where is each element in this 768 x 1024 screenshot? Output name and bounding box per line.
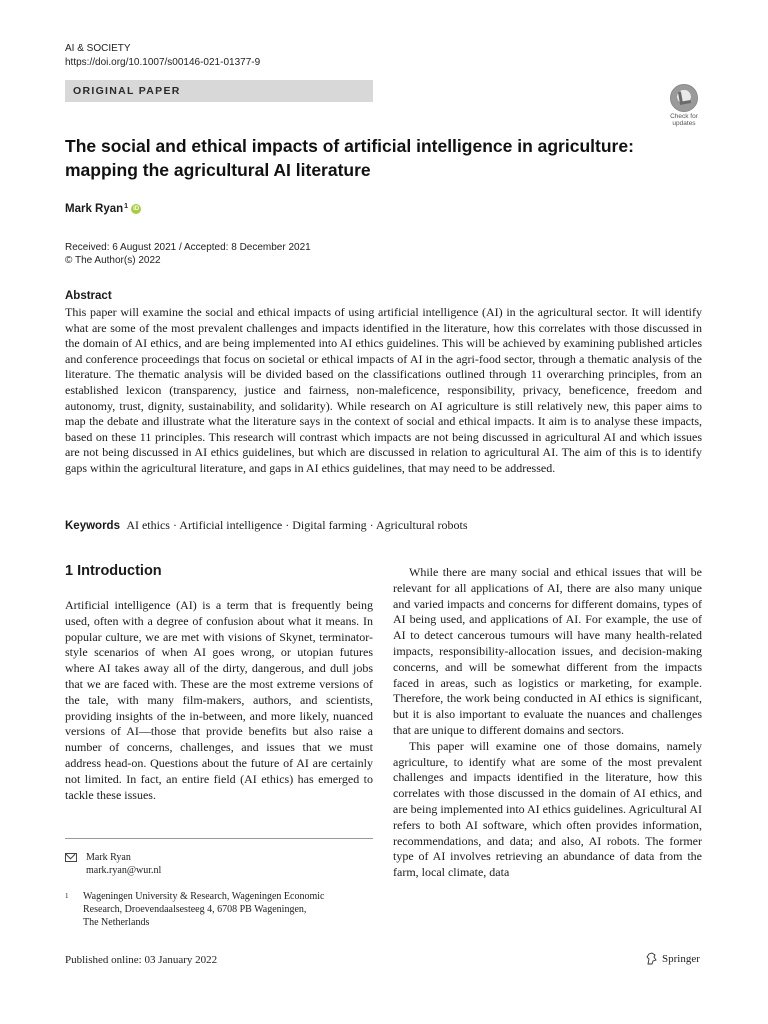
badge-line-1: Check for [670, 113, 698, 120]
orcid-icon[interactable]: iD [133, 206, 140, 212]
abstract-text: This paper will examine the social and ethical impacts of using artificial intelligence (AI) in the agricultural sector. It will identify what are some of the most prevalent challenges and impacts identified in the literature, how this correlates with those discussed in the domain of AI ethics, and are being implemented into AI ethics guidelines. This will be achieved by examining published articles and conference proceedings that focus on societal or ethical impacts of AI in the agri-food sector, through a thematic analysis of the literature. The thematic analysis will be divided based on the classifications outlined through 11 overarching principles, from an established lexicon (transparency, justice and fairness, non-maleficence, responsibility, privacy, beneficence, freedom and autonomy, trust, dignity, sustainability, and solidarity). While research on AI agriculture is still relatively new, this paper aims to map the debate and illustrate what the literature says in the context of social and ethical impacts. It aim is to analyse these impacts, based on these 11 principles. This research will contrast which impacts are not being discussed in agricultural AI and which issues are not being discussed in AI ethics guidelines, but which are discussed in relation to agricultural AI. The aim of this is to identify gaps within the agricultural literature, and gaps in AI ethics guidelines, that may need to be addressed. [65, 305, 702, 475]
body-column-left [65, 598, 373, 803]
doi-link[interactable]: https://doi.org/10.1007/s00146-021-01377-9 [65, 57, 261, 68]
received-accepted: Received: 6 August 2021 / Accepted: 8 December 2021 [65, 242, 311, 253]
publisher-logo [646, 952, 700, 965]
affiliation-footnote [65, 890, 365, 929]
paper-title [65, 134, 685, 182]
affiliation-line: The Netherlands [83, 917, 150, 928]
article-type-label: ORIGINAL PAPER [73, 85, 181, 97]
article-type-banner [65, 80, 373, 102]
body-column-right [393, 565, 702, 881]
paragraph: While there are many social and ethical issues that will be relevant for all applications of AI, there are also many unique and varied impacts and concerns for different domains, types of AI being used, and applications of AI. For example, the use of AI to detect cancerous tumours will have many health-related impacts, responsibility-allocation issues, and decision-making concerns, and will be somewhat different from the impacts faced in areas, such as logistics or marketing, for example. Therefore, the work being conducted in AI ethics is significant, but it is also important to evaluate the nuances and challenges that are unique to different domains and sectors. [393, 565, 702, 737]
keywords-list: AI ethics · Artificial intelligence · Digital farming · Agricultural robots [126, 518, 468, 532]
check-updates-icon [670, 84, 698, 112]
author-affiliation-mark: 1 [124, 202, 129, 210]
affiliation-line: Research, Droevendaalsesteeg 4, 6708 PB Wageningen, [83, 904, 307, 915]
article-dates [65, 241, 311, 267]
journal-name: AI & SOCIETY [65, 43, 131, 54]
author-line [65, 203, 141, 215]
author-name[interactable]: Mark Ryan [65, 203, 124, 215]
envelope-icon [65, 853, 77, 862]
affiliation-number: 1 [65, 892, 69, 900]
affiliation-line: Wageningen University & Research, Wageningen Economic [83, 891, 325, 902]
title-line-1: The social and ethical impacts of artificial intelligence in agriculture: [65, 136, 634, 156]
badge-text [664, 113, 704, 127]
springer-horse-icon [646, 952, 657, 965]
keywords [65, 517, 468, 534]
check-for-updates-badge[interactable] [664, 84, 704, 126]
footnote-divider [65, 838, 373, 839]
title-line-2: mapping the agricultural AI literature [65, 160, 371, 180]
published-online: Published online: 03 January 2022 [65, 954, 218, 966]
badge-line-2: updates [672, 120, 696, 127]
paragraph: Artificial intelligence (AI) is a term that is frequently being used, often with a degree of confusion about what it means. In popular culture, we are met with visions of Skynet, terminator-style scenarios of when AI goes wrong, or utopian futures where AI takes away all of the dirty, dangerous, and dull jobs that we are faced with. These are the most extreme versions of the tale, with many film-makers, authors, and scientists, providing insights of the in-between, and more likely, nuanced versions of AI—those that provide benefits but also raise a number of concerns, challenges, and issues that we must address head-on. Questions about the future of AI are certainly not limited. In fact, an entire field (AI ethics) has emerged to tackle these issues. [65, 598, 373, 802]
abstract-heading: Abstract [65, 290, 112, 302]
contact-name: Mark Ryan [86, 852, 131, 863]
publisher-name: Springer [662, 952, 700, 965]
section-heading: 1 Introduction [65, 563, 162, 579]
keywords-heading: Keywords [65, 520, 120, 532]
corresponding-author [65, 851, 161, 877]
copyright: © The Author(s) 2022 [65, 255, 161, 266]
contact-email[interactable]: mark.ryan@wur.nl [86, 865, 162, 876]
journal-header [65, 42, 260, 70]
paragraph: This paper will examine one of those domains, namely agriculture, to identify what are some of the most prevalent challenges and impacts identified in the literature, how this correlates with those discussed in the domain of AI ethics, and are being implemented into AI ethics guidelines. Agricultural AI refers to both AI software, which often provides information, recommendations, and data; and also, AI robots. The former type of AI involves retrieving an abundance of data from the farm, local climate, data [393, 738, 702, 880]
